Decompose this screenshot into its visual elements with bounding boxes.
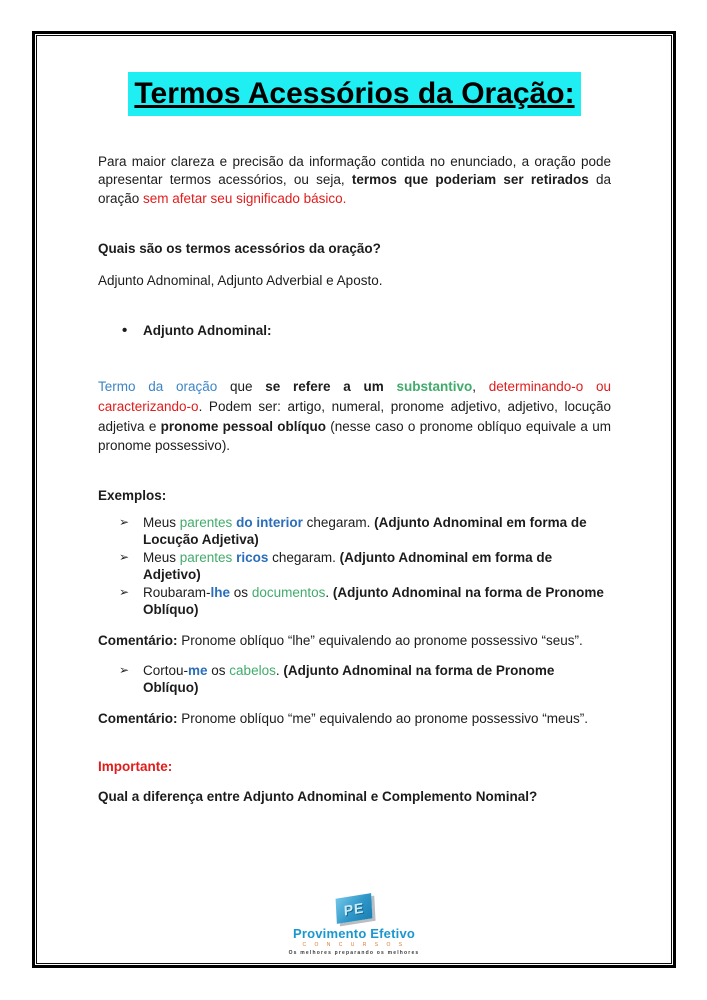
question-heading: Quais são os termos acessórios da oração? (98, 241, 381, 257)
example-item-4 (98, 662, 611, 697)
arrow-bullet-icon: ➢ (119, 584, 130, 599)
example-item-2 (98, 549, 611, 584)
topic-bullet-label: Adjunto Adnominal: (143, 323, 272, 339)
logo-name: Provimento Efetivo (292, 926, 416, 941)
logo-book-icon (336, 893, 373, 924)
examples-list (98, 514, 611, 619)
comment-paragraph-2: Comentário: Pronome oblíquo “me” equivalendo ao pronome possessivo “meus”. (98, 710, 588, 726)
examples-heading: Exemplos: (98, 487, 167, 503)
document-page (36, 35, 672, 964)
arrow-bullet-icon: ➢ (119, 662, 130, 677)
definition-paragraph: Termo da oração que se refere a um substantivo, determinando-o ou caracterizando-o. Podem ser: artigo, numeral, pronome adjetivo, adjetivo, locução adjetiva e pronome pessoal oblíquo (nesse caso o pronome oblíquo equivale a um pronome possessivo). (98, 379, 612, 454)
topic-bullet-heading (98, 323, 611, 338)
question-answer: Adjunto Adnominal, Adjunto Adverbial e Aposto. (98, 273, 383, 289)
example-list-2 (98, 662, 611, 697)
example-item-3 (98, 584, 611, 619)
page-border-frame (32, 31, 676, 968)
intro-paragraph: Para maior clareza e precisão da informação contida no enunciado, a oração pode apresentar termos acessórios, ou seja, termos que poderiam ser retirados da oração sem afetar seu significado básico. (98, 153, 611, 206)
comment-paragraph-1: Comentário: Pronome oblíquo “lhe” equivalendo ao pronome possessivo “seus”. (98, 633, 583, 648)
logo-monogram: PE (343, 898, 365, 919)
arrow-bullet-icon: ➢ (119, 549, 130, 564)
logo-tagline: Os melhores preparando os melhores (288, 950, 420, 956)
example-item-text: Meus parentes ricos chegaram. (Adjunto Adnominal em forma de Adjetivo) (143, 549, 553, 583)
example-item-1 (98, 514, 611, 549)
footer-logo (37, 896, 671, 956)
arrow-bullet-icon: ➢ (119, 514, 130, 529)
page-title: Termos Acessórios da Oração: (128, 72, 580, 116)
example-item-text: Meus parentes do interior chegaram. (Adjunto Adnominal em forma de Locução Adjetiva) (143, 514, 587, 548)
bullet-dot-icon: • (122, 322, 128, 340)
example-item-text: Roubaram-lhe os documentos. (Adjunto Adnominal na forma de Pronome Oblíquo) (143, 584, 604, 618)
important-label: Importante: (98, 758, 173, 774)
final-question: Qual a diferença entre Adjunto Adnominal e Complemento Nominal? (98, 788, 538, 804)
logo-subtitle: C O N C U R S O S (302, 942, 406, 948)
example-item-text: Cortou-me os cabelos. (Adjunto Adnominal na forma de Pronome Oblíquo) (143, 662, 555, 696)
title-row (98, 73, 611, 116)
